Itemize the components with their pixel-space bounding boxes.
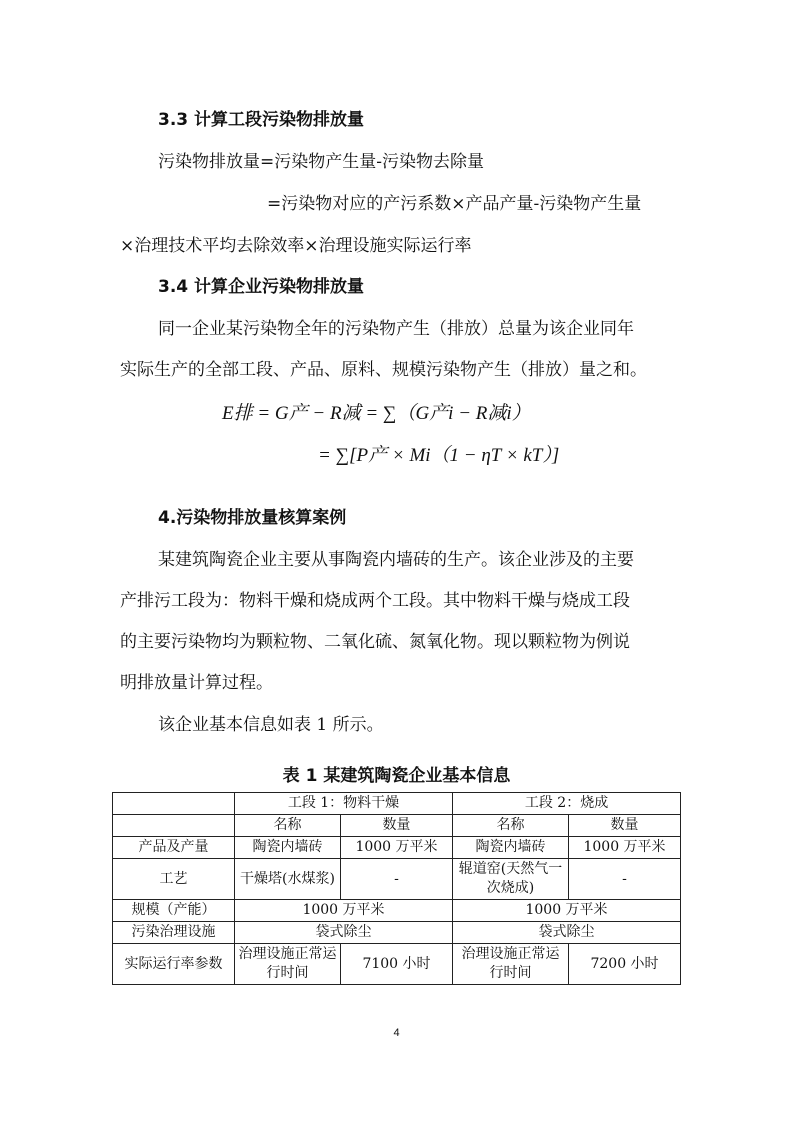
enterprise-info-table xyxy=(112,792,681,985)
table-cell: 袋式除尘 xyxy=(453,922,681,944)
table-cell xyxy=(113,815,235,837)
table-cell: 1000 万平米 xyxy=(235,900,453,922)
table-header-cell: 工段 1：物料干燥 xyxy=(235,793,453,815)
table-cell: 陶瓷内墙砖 xyxy=(235,837,341,859)
paragraph-line: 产排污工段为：物料干燥和烧成两个工段。其中物料干燥与烧成工段 xyxy=(120,591,630,611)
table-row xyxy=(113,922,681,944)
section-4-heading: 4.污染物排放量核算案例 xyxy=(158,508,347,528)
table-header-cell: 名称 xyxy=(453,815,569,837)
table-header-cell: 数量 xyxy=(569,815,681,837)
table-cell: 1000 万平米 xyxy=(453,900,681,922)
table-header-cell: 名称 xyxy=(235,815,341,837)
table-row-label: 工艺 xyxy=(113,859,235,900)
paragraph-line: 该企业基本信息如表 1 所示。 xyxy=(158,715,384,735)
table-row xyxy=(113,837,681,859)
paragraph-line: 明排放量计算过程。 xyxy=(120,673,273,693)
table-row-label: 产品及产量 xyxy=(113,837,235,859)
table-cell: 1000 万平米 xyxy=(341,837,453,859)
table-cell: 辊道窑(天然气一次烧成) xyxy=(453,859,569,900)
table-cell: 治理设施正常运行时间 xyxy=(453,944,569,985)
table-cell: 7100 小时 xyxy=(341,944,453,985)
formula-emission-line1: E排 = G产 − R减 = ∑（G产i − R减i） xyxy=(222,403,531,424)
paragraph-line: 同一企业某污染物全年的污染物产生（排放）总量为该企业同年 xyxy=(158,319,634,339)
table-header-cell: 数量 xyxy=(341,815,453,837)
table-row xyxy=(113,815,681,837)
table-row xyxy=(113,859,681,900)
table-row xyxy=(113,900,681,922)
table-cell: 1000 万平米 xyxy=(569,837,681,859)
table-row-label: 实际运行率参数 xyxy=(113,944,235,985)
table-row xyxy=(113,944,681,985)
table-cell: 7200 小时 xyxy=(569,944,681,985)
table-cell: 袋式除尘 xyxy=(235,922,453,944)
paragraph-line: 污染物排放量=污染物产生量-污染物去除量 xyxy=(158,152,484,172)
paragraph-line: 实际生产的全部工段、产品、原料、规模污染物产生（排放）量之和。 xyxy=(120,360,647,380)
table-row xyxy=(113,793,681,815)
table-cell xyxy=(113,793,235,815)
table-caption: 表 1 某建筑陶瓷企业基本信息 xyxy=(282,766,511,786)
table-cell: - xyxy=(341,859,453,900)
paragraph-line: 某建筑陶瓷企业主要从事陶瓷内墙砖的生产。该企业涉及的主要 xyxy=(158,550,634,570)
table-cell: - xyxy=(569,859,681,900)
table-cell: 陶瓷内墙砖 xyxy=(453,837,569,859)
table-header-cell: 工段 2：烧成 xyxy=(453,793,681,815)
paragraph-line: 的主要污染物均为颗粒物、二氧化硫、氮氧化物。现以颗粒物为例说 xyxy=(120,632,630,652)
section-3-3-heading: 3.3 计算工段污染物排放量 xyxy=(158,110,365,130)
page-number: 4 xyxy=(393,1027,400,1039)
formula-emission-line2: = ∑[P产 × Mi（1 − ηT × kT）] xyxy=(318,445,560,466)
table-cell: 干燥塔(水煤浆) xyxy=(235,859,341,900)
table-row-label: 污染治理设施 xyxy=(113,922,235,944)
section-3-4-heading: 3.4 计算企业污染物排放量 xyxy=(158,277,365,297)
table-row-label: 规模（产能） xyxy=(113,900,235,922)
paragraph-line: =污染物对应的产污系数×产品产量-污染物产生量 xyxy=(267,194,642,214)
table-cell: 治理设施正常运行时间 xyxy=(235,944,341,985)
paragraph-line: ×治理技术平均去除效率×治理设施实际运行率 xyxy=(120,236,472,256)
